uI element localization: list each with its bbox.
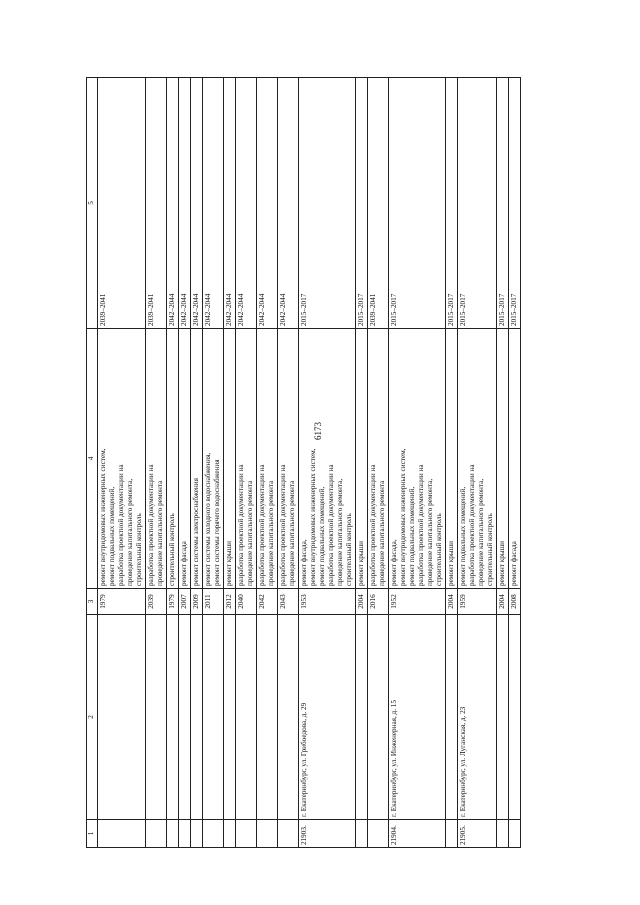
row-address: [356, 615, 368, 820]
row-number: [203, 820, 224, 848]
header-col-1: 1: [87, 820, 98, 848]
row-period: 2042–2044: [278, 78, 299, 329]
row-work-types: [236, 329, 257, 589]
table-row: [278, 78, 299, 848]
work-line: разработка проектной документации на: [327, 464, 335, 586]
row-number: [368, 820, 389, 848]
row-year: 2042: [257, 589, 278, 615]
row-work-types: [497, 329, 509, 589]
header-col-2: 2: [87, 615, 98, 820]
row-work-types: [224, 329, 236, 589]
work-line: строительный контроль: [435, 513, 443, 586]
work-line: проведение капитального ремонта,: [126, 478, 134, 586]
row-period: 2015–2017: [509, 78, 521, 329]
work-line: ремонт внутридомовых инженерных систем,: [399, 448, 407, 586]
row-address: [146, 615, 167, 820]
work-line: проведение капитального ремонта: [378, 480, 386, 586]
row-period: 2042–2044: [191, 78, 203, 329]
row-period: 2015–2017: [458, 78, 497, 329]
row-address: [167, 615, 179, 820]
work-line: строительный контроль: [486, 513, 494, 586]
rotated-page-content: [86, 28, 616, 848]
row-period: 2042–2044: [203, 78, 224, 329]
row-period: 2042–2044: [236, 78, 257, 329]
work-line: проведение капитального ремонта,: [336, 478, 344, 586]
work-line: ремонт подвальных помещений,: [408, 486, 416, 586]
row-year: 2008: [509, 589, 521, 615]
row-period: 2042–2044: [257, 78, 278, 329]
row-work-types: [509, 329, 521, 589]
row-work-types: [257, 329, 278, 589]
row-work-types: [191, 329, 203, 589]
row-address: [98, 615, 146, 820]
row-period: 2039–2041: [98, 78, 146, 329]
table-row: [191, 78, 203, 848]
work-line: ремонт фасада,: [390, 539, 398, 586]
work-line: ремонт фасада,: [300, 539, 308, 586]
row-address: г. Екатеринбург, ул. Инженерная, д. 15: [389, 615, 446, 820]
work-line: разработка проектной документации на: [117, 464, 125, 586]
row-year: 2039: [146, 589, 167, 615]
row-work-types: [458, 329, 497, 589]
work-line: ремонт крыши: [225, 540, 233, 586]
header-col-4: 4: [87, 329, 98, 589]
row-year: 2007: [179, 589, 191, 615]
row-year: 2043: [278, 589, 299, 615]
work-line: ремонт подвальных помещений,: [108, 486, 116, 586]
work-line: ремонт системы холодного водоснабжения,: [204, 452, 212, 586]
work-line: строительный контроль: [168, 513, 176, 586]
row-number: [167, 820, 179, 848]
row-number: [278, 820, 299, 848]
row-period: 2039–2041: [146, 78, 167, 329]
row-number: [236, 820, 257, 848]
row-number: [257, 820, 278, 848]
work-line: ремонт внутридомовых инженерных систем,: [99, 448, 107, 586]
row-address: [179, 615, 191, 820]
row-work-types: [368, 329, 389, 589]
work-line: ремонт подвальных помещений,: [318, 486, 326, 586]
row-year: 2012: [224, 589, 236, 615]
work-line: строительный контроль: [345, 513, 353, 586]
row-period: 2015–2017: [299, 78, 356, 329]
table-row: [368, 78, 389, 848]
row-year: 1959: [458, 589, 497, 615]
row-year: 1953: [299, 589, 356, 615]
row-number: 21904.: [389, 820, 446, 848]
row-year: 2011: [203, 589, 224, 615]
work-line: разработка проектной документации на: [237, 464, 245, 586]
row-year: 2040: [236, 589, 257, 615]
table-row: [98, 78, 146, 848]
row-work-types: [356, 329, 368, 589]
work-line: ремонт крыши: [357, 540, 365, 586]
header-col-3: 3: [87, 589, 98, 615]
row-period: 2042–2044: [167, 78, 179, 329]
row-number: [224, 820, 236, 848]
header-row: [87, 78, 98, 848]
row-year: 2016: [368, 589, 389, 615]
work-line: проведение капитального ремонта: [156, 480, 164, 586]
row-address: [224, 615, 236, 820]
work-line: разработка проектной документации на: [369, 464, 377, 586]
work-line: проведение капитального ремонта,: [426, 478, 434, 586]
row-address: [368, 615, 389, 820]
row-address: [203, 615, 224, 820]
row-number: [191, 820, 203, 848]
row-year: 2004: [356, 589, 368, 615]
row-number: [497, 820, 509, 848]
row-work-types: [299, 329, 356, 589]
row-number: 21905.: [458, 820, 497, 848]
work-line: ремонт крыши: [447, 540, 455, 586]
table-row: [299, 78, 356, 848]
work-line: проведение капитального ремонта: [267, 480, 275, 586]
row-period: 2042–2044: [224, 78, 236, 329]
row-address: [257, 615, 278, 820]
work-line: разработка проектной документации на: [258, 464, 266, 586]
row-period: 2015–2017: [389, 78, 446, 329]
row-number: [509, 820, 521, 848]
row-address: [236, 615, 257, 820]
work-line: проведение капитального ремонта: [288, 480, 296, 586]
row-address: г. Екатеринбург, ул. Луганская, д. 23: [458, 615, 497, 820]
table-row: [257, 78, 278, 848]
work-line: строительный контроль: [135, 513, 143, 586]
work-line: разработка проектной документации на: [468, 464, 476, 586]
work-line: разработка проектной документации на: [147, 464, 155, 586]
row-address: [509, 615, 521, 820]
table-row: [146, 78, 167, 848]
row-address: [497, 615, 509, 820]
row-period: 2042–2044: [179, 78, 191, 329]
row-year: 1952: [389, 589, 446, 615]
work-line: ремонт внутридомовых инженерных систем,: [309, 448, 317, 586]
row-number: [179, 820, 191, 848]
table-row: [458, 78, 497, 848]
row-work-types: [179, 329, 191, 589]
work-line: проведение капитального ремонта: [246, 480, 254, 586]
row-work-types: [389, 329, 446, 589]
row-year: 1979: [98, 589, 146, 615]
row-number: [98, 820, 146, 848]
row-work-types: [98, 329, 146, 589]
work-line: ремонт системы электроснабжения: [192, 478, 200, 586]
table-row: [509, 78, 521, 848]
row-work-types: [278, 329, 299, 589]
row-number: [146, 820, 167, 848]
row-address: [191, 615, 203, 820]
header-col-5: 5: [87, 78, 98, 329]
row-period: 2015–2017: [356, 78, 368, 329]
row-work-types: [446, 329, 458, 589]
repair-schedule-table: [86, 77, 521, 848]
row-work-types: [146, 329, 167, 589]
table-row: [236, 78, 257, 848]
row-work-types: [203, 329, 224, 589]
work-line: ремонт подвальных помещений,: [459, 486, 467, 586]
row-number: [446, 820, 458, 848]
page-number: 6173: [313, 422, 323, 440]
work-line: ремонт фасада: [180, 541, 188, 586]
row-address: г. Екатеринбург, ул. Грибоедова, д. 29: [299, 615, 356, 820]
row-year: 1979: [167, 589, 179, 615]
row-year: 2004: [497, 589, 509, 615]
work-line: разработка проектной документации на: [417, 464, 425, 586]
table-row: [203, 78, 224, 848]
row-period: 2015–2017: [497, 78, 509, 329]
table-row: [497, 78, 509, 848]
table-row: [389, 78, 446, 848]
table-row: [446, 78, 458, 848]
row-address: [446, 615, 458, 820]
work-line: ремонт крыши: [498, 540, 506, 586]
row-address: [278, 615, 299, 820]
row-number: 21903.: [299, 820, 356, 848]
row-number: [356, 820, 368, 848]
row-work-types: [167, 329, 179, 589]
table-row: [179, 78, 191, 848]
row-period: 2015–2017: [446, 78, 458, 329]
table-row: [167, 78, 179, 848]
work-line: ремонт системы горячего водоснабжения: [213, 459, 221, 586]
row-year: 2009: [191, 589, 203, 615]
table-row: [224, 78, 236, 848]
table-row: [356, 78, 368, 848]
work-line: разработка проектной документации на: [279, 464, 287, 586]
row-year: 2004: [446, 589, 458, 615]
work-line: проведение капитального ремонта,: [477, 478, 485, 586]
work-line: ремонт фасада: [510, 541, 518, 586]
row-period: 2039–2041: [368, 78, 389, 329]
